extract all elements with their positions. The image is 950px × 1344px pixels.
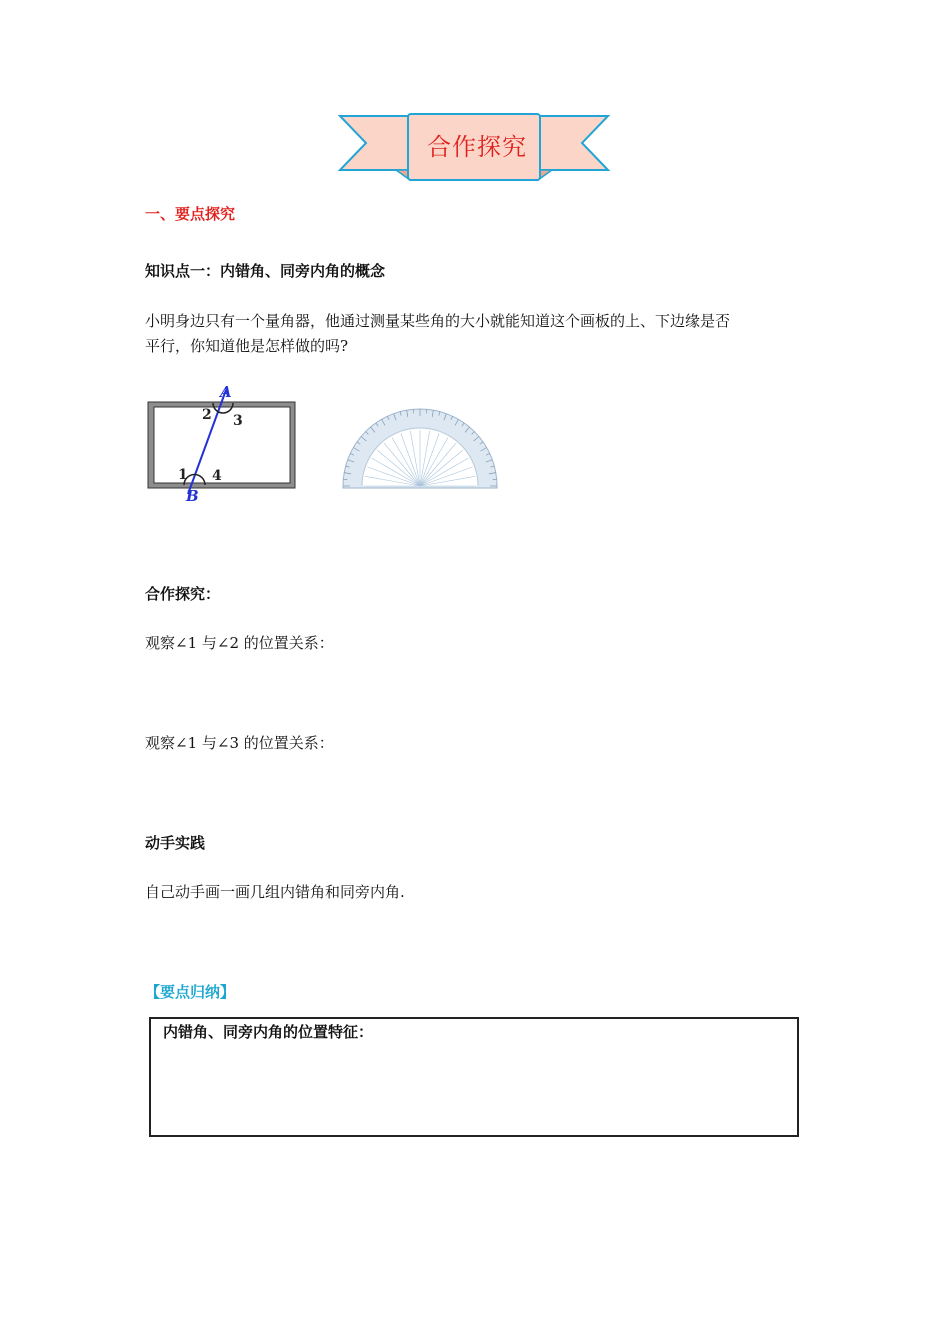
cooperate-heading: 合作探究： [145, 585, 221, 603]
observe-prompt-1: 观察∠1 与∠2 的位置关系： [145, 634, 334, 652]
drawing-board-figure [140, 382, 305, 507]
practice-text: 自己动手画一画几组内错角和同旁内角. [145, 883, 405, 901]
angle-1-label: 1 [178, 467, 188, 483]
label-b: B [186, 487, 199, 505]
summary-box [149, 1017, 799, 1137]
angle-2-label: 2 [202, 407, 212, 423]
banner-title: 合作探究 [427, 133, 527, 161]
section-heading: 一、要点探究 [145, 205, 236, 223]
practice-heading: 动手实践 [145, 834, 206, 852]
knowledge-point-heading: 知识点一：内错角、同旁内角的概念 [145, 262, 386, 280]
summary-heading: 【要点归纳】 [145, 983, 236, 1001]
label-a: A [220, 383, 232, 401]
angle-3-label: 3 [233, 413, 243, 429]
angle-4-label: 4 [212, 468, 222, 484]
question-line-1: 小明身边只有一个量角器，他通过测量某些角的大小就能知道这个画板的上、下边缘是否 [145, 312, 731, 330]
question-line-2: 平行，你知道他是怎样做的吗? [145, 337, 349, 355]
summary-box-title: 内错角、同旁内角的位置特征： [163, 1023, 374, 1041]
protractor-icon [340, 404, 500, 490]
observe-prompt-2: 观察∠1 与∠3 的位置关系： [145, 734, 334, 752]
